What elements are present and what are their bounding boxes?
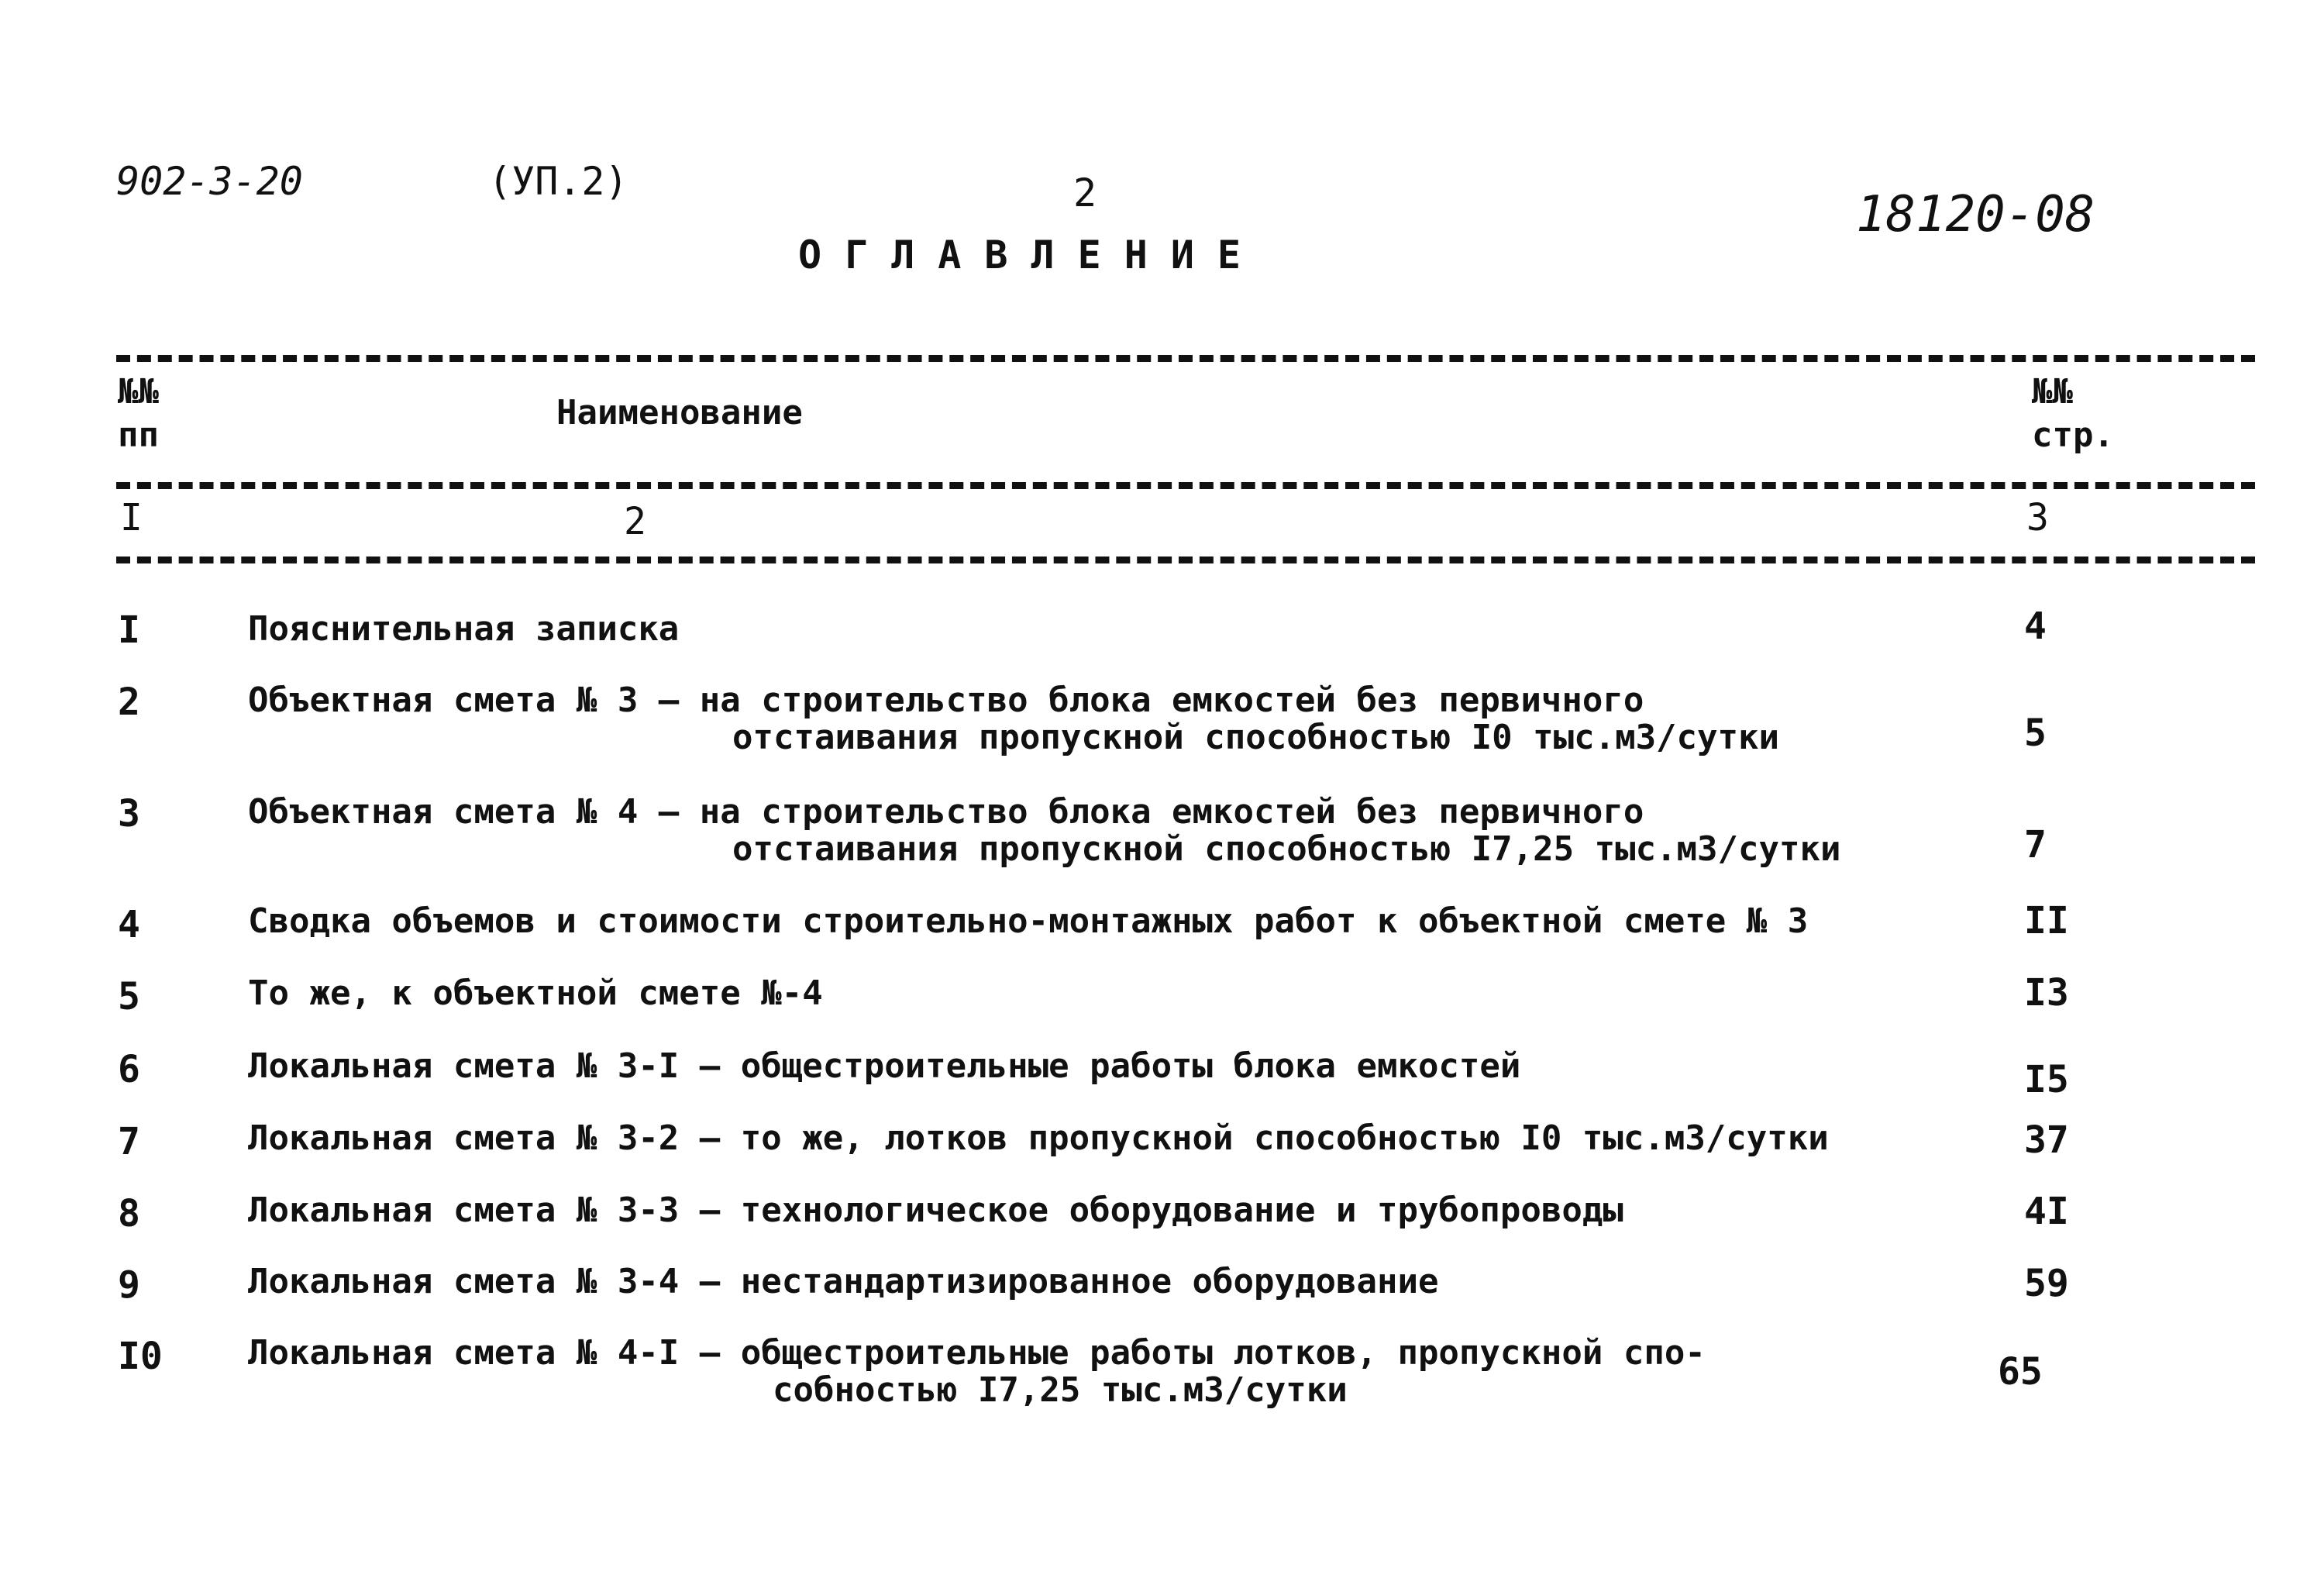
row-number: I0 bbox=[118, 1335, 163, 1378]
row-title bbox=[248, 975, 823, 1012]
row-page: 65 bbox=[1998, 1350, 2043, 1394]
row-title bbox=[248, 794, 1840, 868]
row-title-continuation: собностью I7,25 тыс.м3/сутки bbox=[773, 1370, 1348, 1410]
col-num-header bbox=[118, 370, 159, 457]
row-number: 7 bbox=[118, 1120, 140, 1163]
column-number-3: 3 bbox=[2026, 496, 2049, 539]
row-page: 37 bbox=[2024, 1118, 2069, 1162]
col-name-header: Наименование bbox=[556, 393, 803, 432]
row-title bbox=[248, 1335, 1706, 1409]
variant-label: (УП.2) bbox=[488, 159, 628, 204]
document-code: 902-3-20 bbox=[116, 159, 303, 204]
row-title-line: Пояснительная записка bbox=[248, 609, 680, 649]
row-title bbox=[248, 611, 679, 648]
page-number: 2 bbox=[1073, 171, 1097, 215]
row-number: 9 bbox=[118, 1263, 140, 1307]
row-number: 5 bbox=[118, 975, 140, 1018]
rule-top bbox=[116, 355, 2255, 362]
row-page: 4I bbox=[2024, 1190, 2069, 1233]
column-number-2: 2 bbox=[624, 500, 646, 543]
row-title-line: Локальная смета № 3-4 – нестандартизированное оборудование bbox=[248, 1262, 1439, 1301]
row-page: 5 bbox=[2024, 712, 2047, 755]
row-title bbox=[248, 682, 1779, 756]
row-title-line: Объектная смета № 4 – на строительство блока емкостей без первичного bbox=[248, 792, 1644, 832]
column-number-1: I bbox=[120, 496, 143, 539]
row-page: 59 bbox=[2024, 1262, 2069, 1305]
row-title bbox=[248, 1263, 1438, 1301]
page-title: ОГЛАВЛЕНИЕ bbox=[798, 233, 1265, 277]
row-title-continuation: отстаивания пропускной способностью I0 тыс.м3/сутки bbox=[732, 718, 1780, 757]
row-number: 8 bbox=[118, 1192, 140, 1235]
rule-column-numbers-bottom bbox=[116, 557, 2255, 563]
row-title bbox=[248, 1048, 1520, 1085]
row-page: 7 bbox=[2024, 823, 2047, 867]
row-title bbox=[248, 903, 1808, 940]
row-number: 2 bbox=[118, 681, 140, 724]
row-number: 3 bbox=[118, 792, 140, 836]
row-title-line: Объектная смета № 3 – на строительство блока емкостей без первичного bbox=[248, 681, 1644, 720]
row-page: II bbox=[2024, 899, 2069, 942]
row-number: 4 bbox=[118, 903, 140, 946]
row-title-line: Сводка объемов и стоимости строительно-монтажных работ к объектной смете № 3 bbox=[248, 901, 1809, 941]
col-page-header-line2: стр. bbox=[2032, 415, 2114, 455]
row-title-line: То же, к объектной смете №-4 bbox=[248, 973, 823, 1013]
row-title bbox=[248, 1120, 1829, 1157]
row-title-line: Локальная смета № 3-3 – технологическое оборудование и трубопроводы bbox=[248, 1191, 1623, 1230]
row-title-line: Локальная смета № 4-I – общестроительные работы лотков, пропускной спо- bbox=[248, 1333, 1706, 1373]
col-page-header-line1: №№ bbox=[2032, 372, 2073, 412]
row-title-line: Локальная смета № 3-I – общестроительные работы блока емкостей bbox=[248, 1046, 1521, 1086]
row-title-continuation: отстаивания пропускной способностью I7,25 тыс.м3/сутки bbox=[732, 829, 1841, 869]
archive-code: 18120-08 bbox=[1856, 186, 2095, 243]
row-page: 4 bbox=[2024, 605, 2047, 648]
col-num-header-line2: пп bbox=[118, 415, 159, 455]
row-page: I5 bbox=[2024, 1058, 2069, 1101]
row-page: I3 bbox=[2024, 971, 2069, 1015]
row-title bbox=[248, 1192, 1623, 1229]
row-title-line: Локальная смета № 3-2 – то же, лотков пропускной способностью I0 тыс.м3/сутки bbox=[248, 1118, 1829, 1158]
row-number: I bbox=[118, 608, 140, 652]
col-page-header bbox=[2032, 370, 2114, 457]
rule-header-bottom bbox=[116, 482, 2255, 489]
col-num-header-line1: №№ bbox=[118, 372, 159, 412]
row-number: 6 bbox=[118, 1048, 140, 1091]
